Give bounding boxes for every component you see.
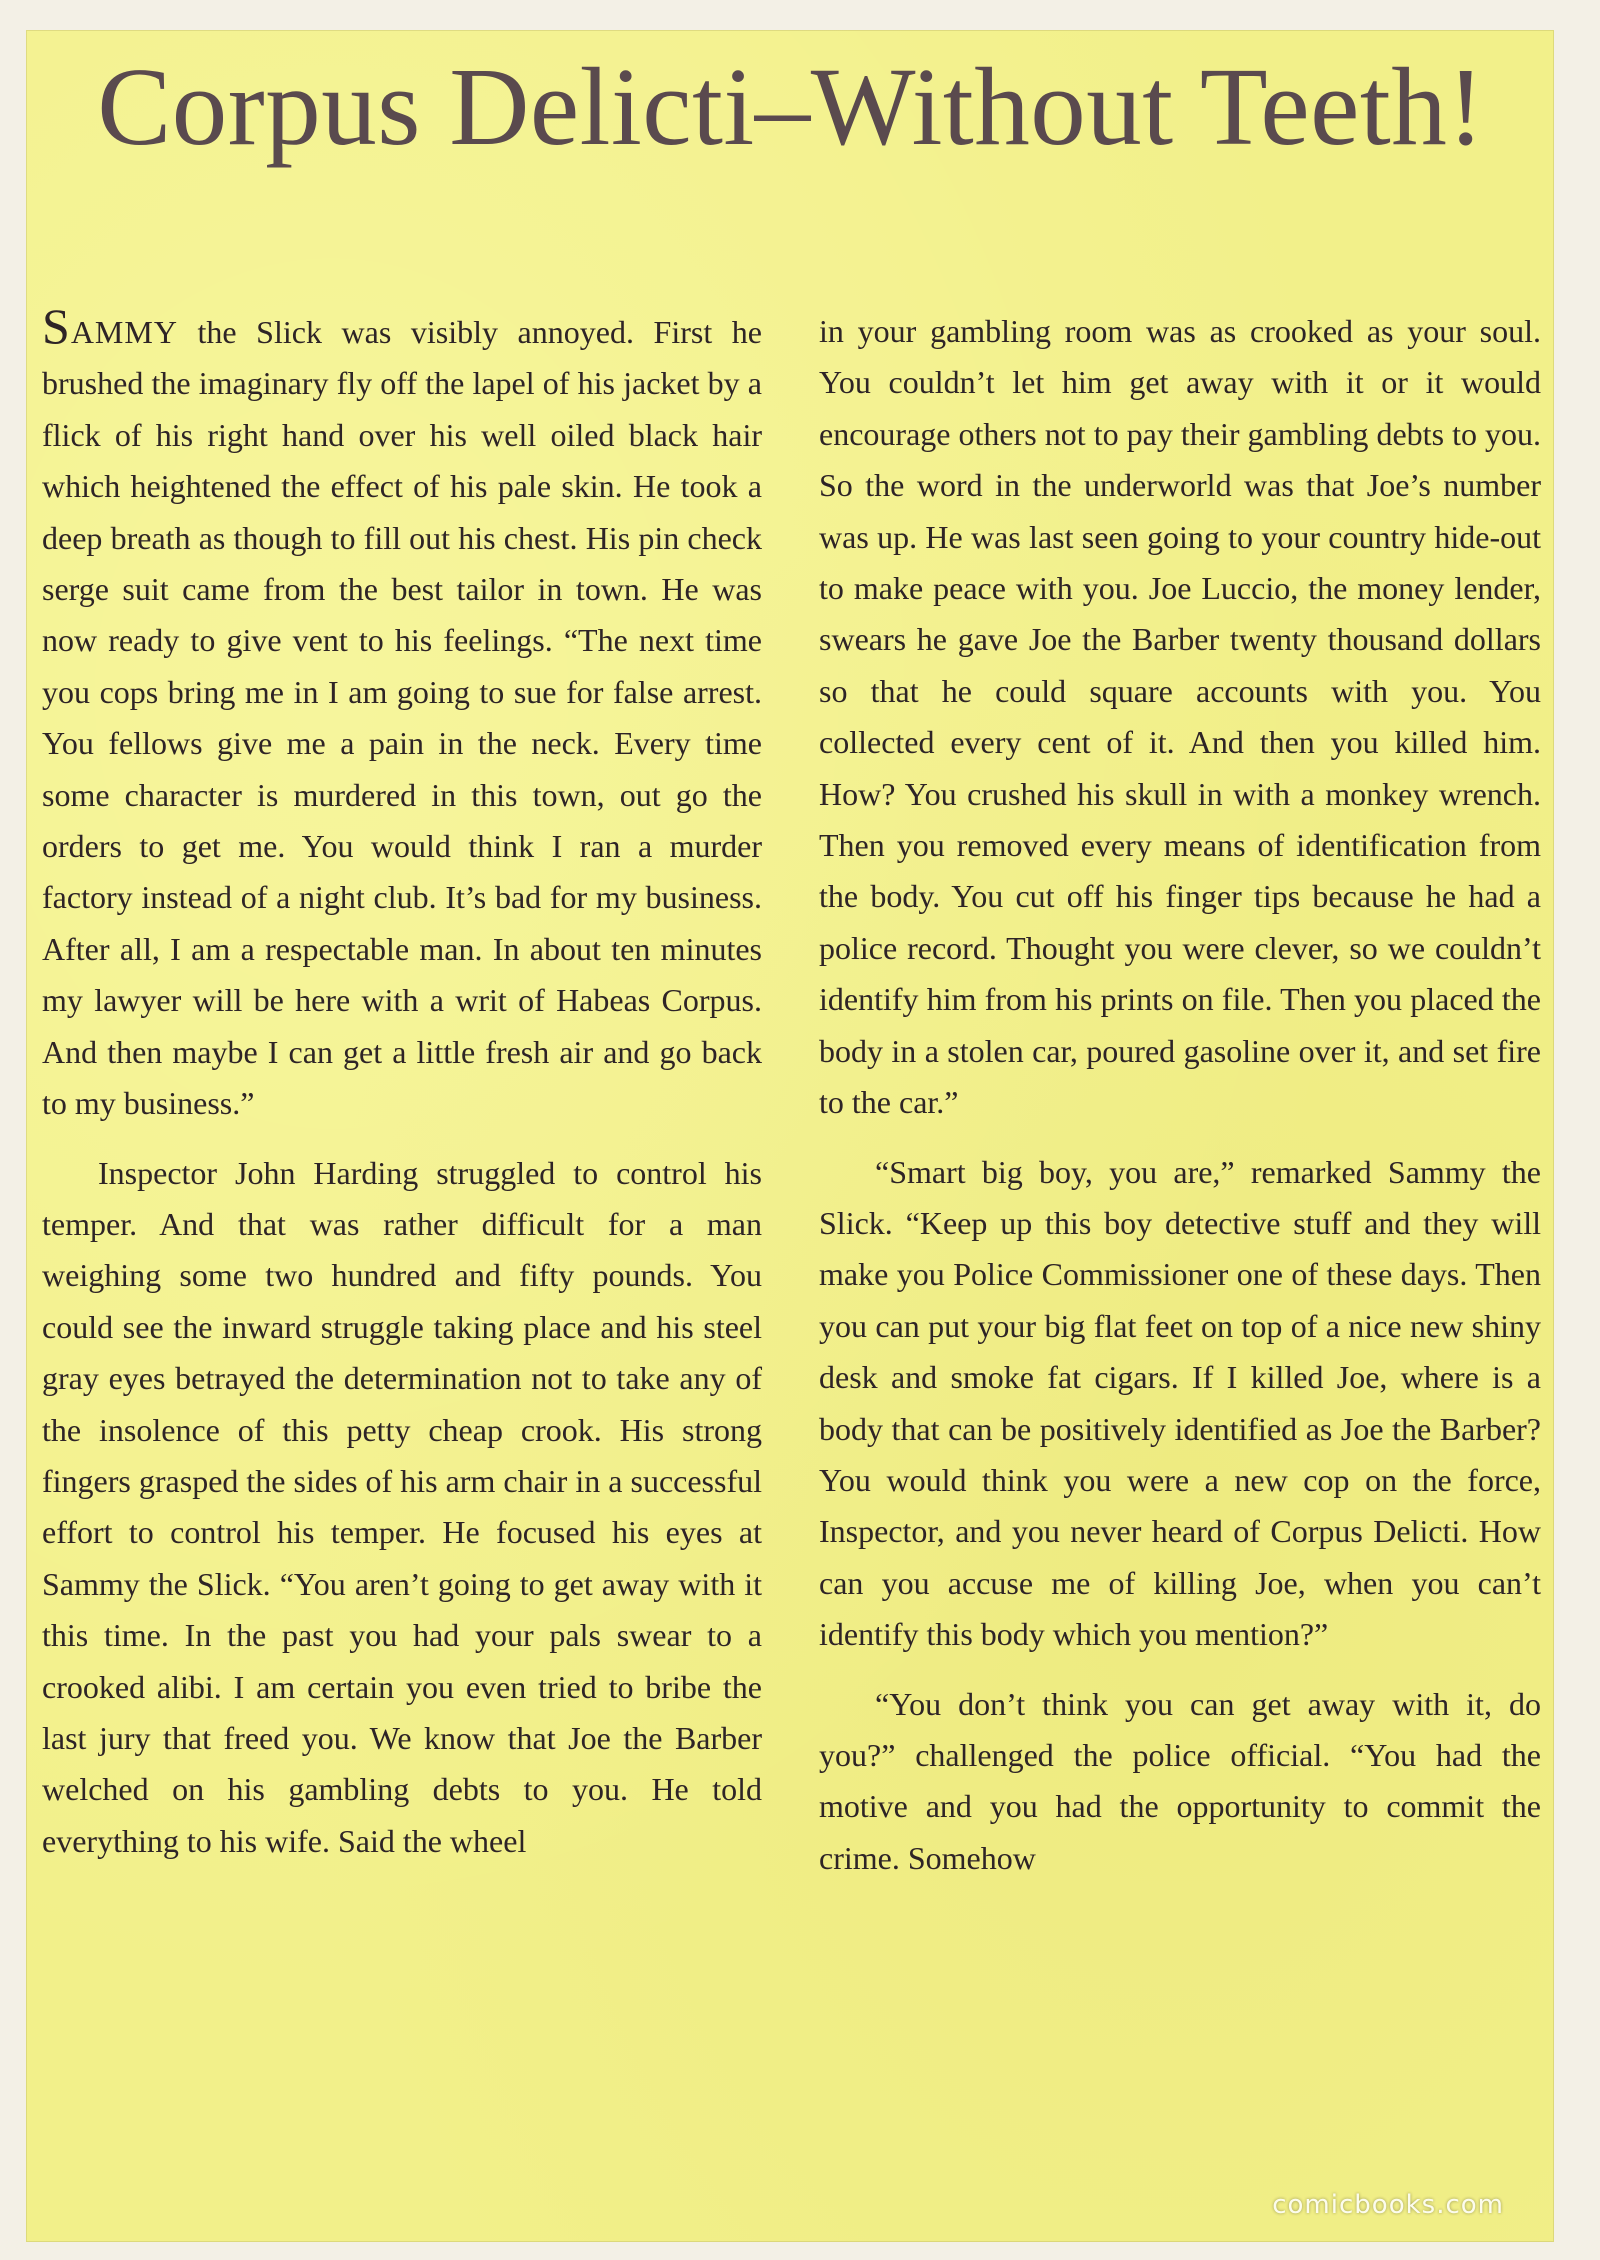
drop-cap: S [42,298,70,354]
story-title: Corpus Delicti–Without Teeth! [97,46,1485,169]
left-column [42,298,762,1867]
sammy-reply-paragraph: “Smart big boy, you are,” remarked Sammy the Slick. “Keep up this boy detective stuff and they will make you Police Commissioner one of these days. Then you can put your big flat feet on top of a nice new shiny desk and smoke fat cigars. If I killed Joe, where is a body that can be positively identified as Joe the Barber? You would think you were a new cop on the force, Inspector, and you never heard of Corpus Delicti. How can you accuse me of killing Joe, when you can’t identify this body which you mention?” [819,1153,1541,1653]
right-column [819,306,1541,1884]
story-page [26,30,1554,2242]
opening-paragraph-text: the Slick was visibly annoyed. First he brushed the imaginary fly off the lapel of his jacket by a flick of his right hand over his well oiled black hair which heightened the effect of his pale skin. He took a deep breath as though to fill out his chest. His pin check serge suit came from the best tailor in town. He was now ready to give vent to his feelings. “The next time you cops bring me in I am going to sue for false arrest. You fellows give me a pain in the neck. Every time some character is murdered in this town, out go the orders to get me. You would think I ran a murder factory instead of a night club. It’s bad for my business. After all, I am a respectable man. In about ten minutes my lawyer will be here with a writ of Habeas Corpus. And then maybe I can get a little fresh air and go back to my business.” [42,314,762,1122]
inspector-paragraph: Inspector John Harding struggled to control his temper. And that was rather difficult for a man weighing some two hundred and fifty pounds. You could see the inward struggle taking place and his steel gray eyes betrayed the determination not to take any of the insolence of this petty cheap crook. His strong fingers grasped the sides of his arm chair in a successful effort to control his temper. He focused his eyes at Sammy the Slick. “You aren’t going to get away with it this time. In the past you had your pals swear to a crooked alibi. I am certain you even tried to bribe the last jury that freed you. We know that Joe the Barber welched on his gambling debts to you. He told everything to his wife. Said the wheel [42,1154,762,1859]
opening-paragraph [42,298,762,1130]
site-watermark: comicbooks.com [1272,2190,1504,2220]
official-challenge-paragraph: “You don’t think you can get away with it, do you?” challenged the police official. “You had the motive and you had the opportunity to commit the crime. Somehow [819,1685,1541,1876]
opening-small-caps: AMMY [70,314,178,350]
continued-paragraph: in your gambling room was as crooked as your soul. You couldn’t let him get away with it or it would encourage others not to pay their gambling debts to you. So the word in the underworld was that Joe’s number was up. He was last seen going to your country hide-out to make peace with you. Joe Luccio, the money lender, swears he gave Joe the Barber twenty thousand dollars so that he could square accounts with you. You collected every cent of it. And then you killed him. How? You crushed his skull in with a monkey wrench. Then you removed every means of identification from the body. You cut off his finger tips because he had a police record. Thought you were clever, so we couldn’t identify him from his prints on file. Then you placed the body in a stolen car, poured gasoline over it, and set fire to the car.” [819,313,1541,1121]
